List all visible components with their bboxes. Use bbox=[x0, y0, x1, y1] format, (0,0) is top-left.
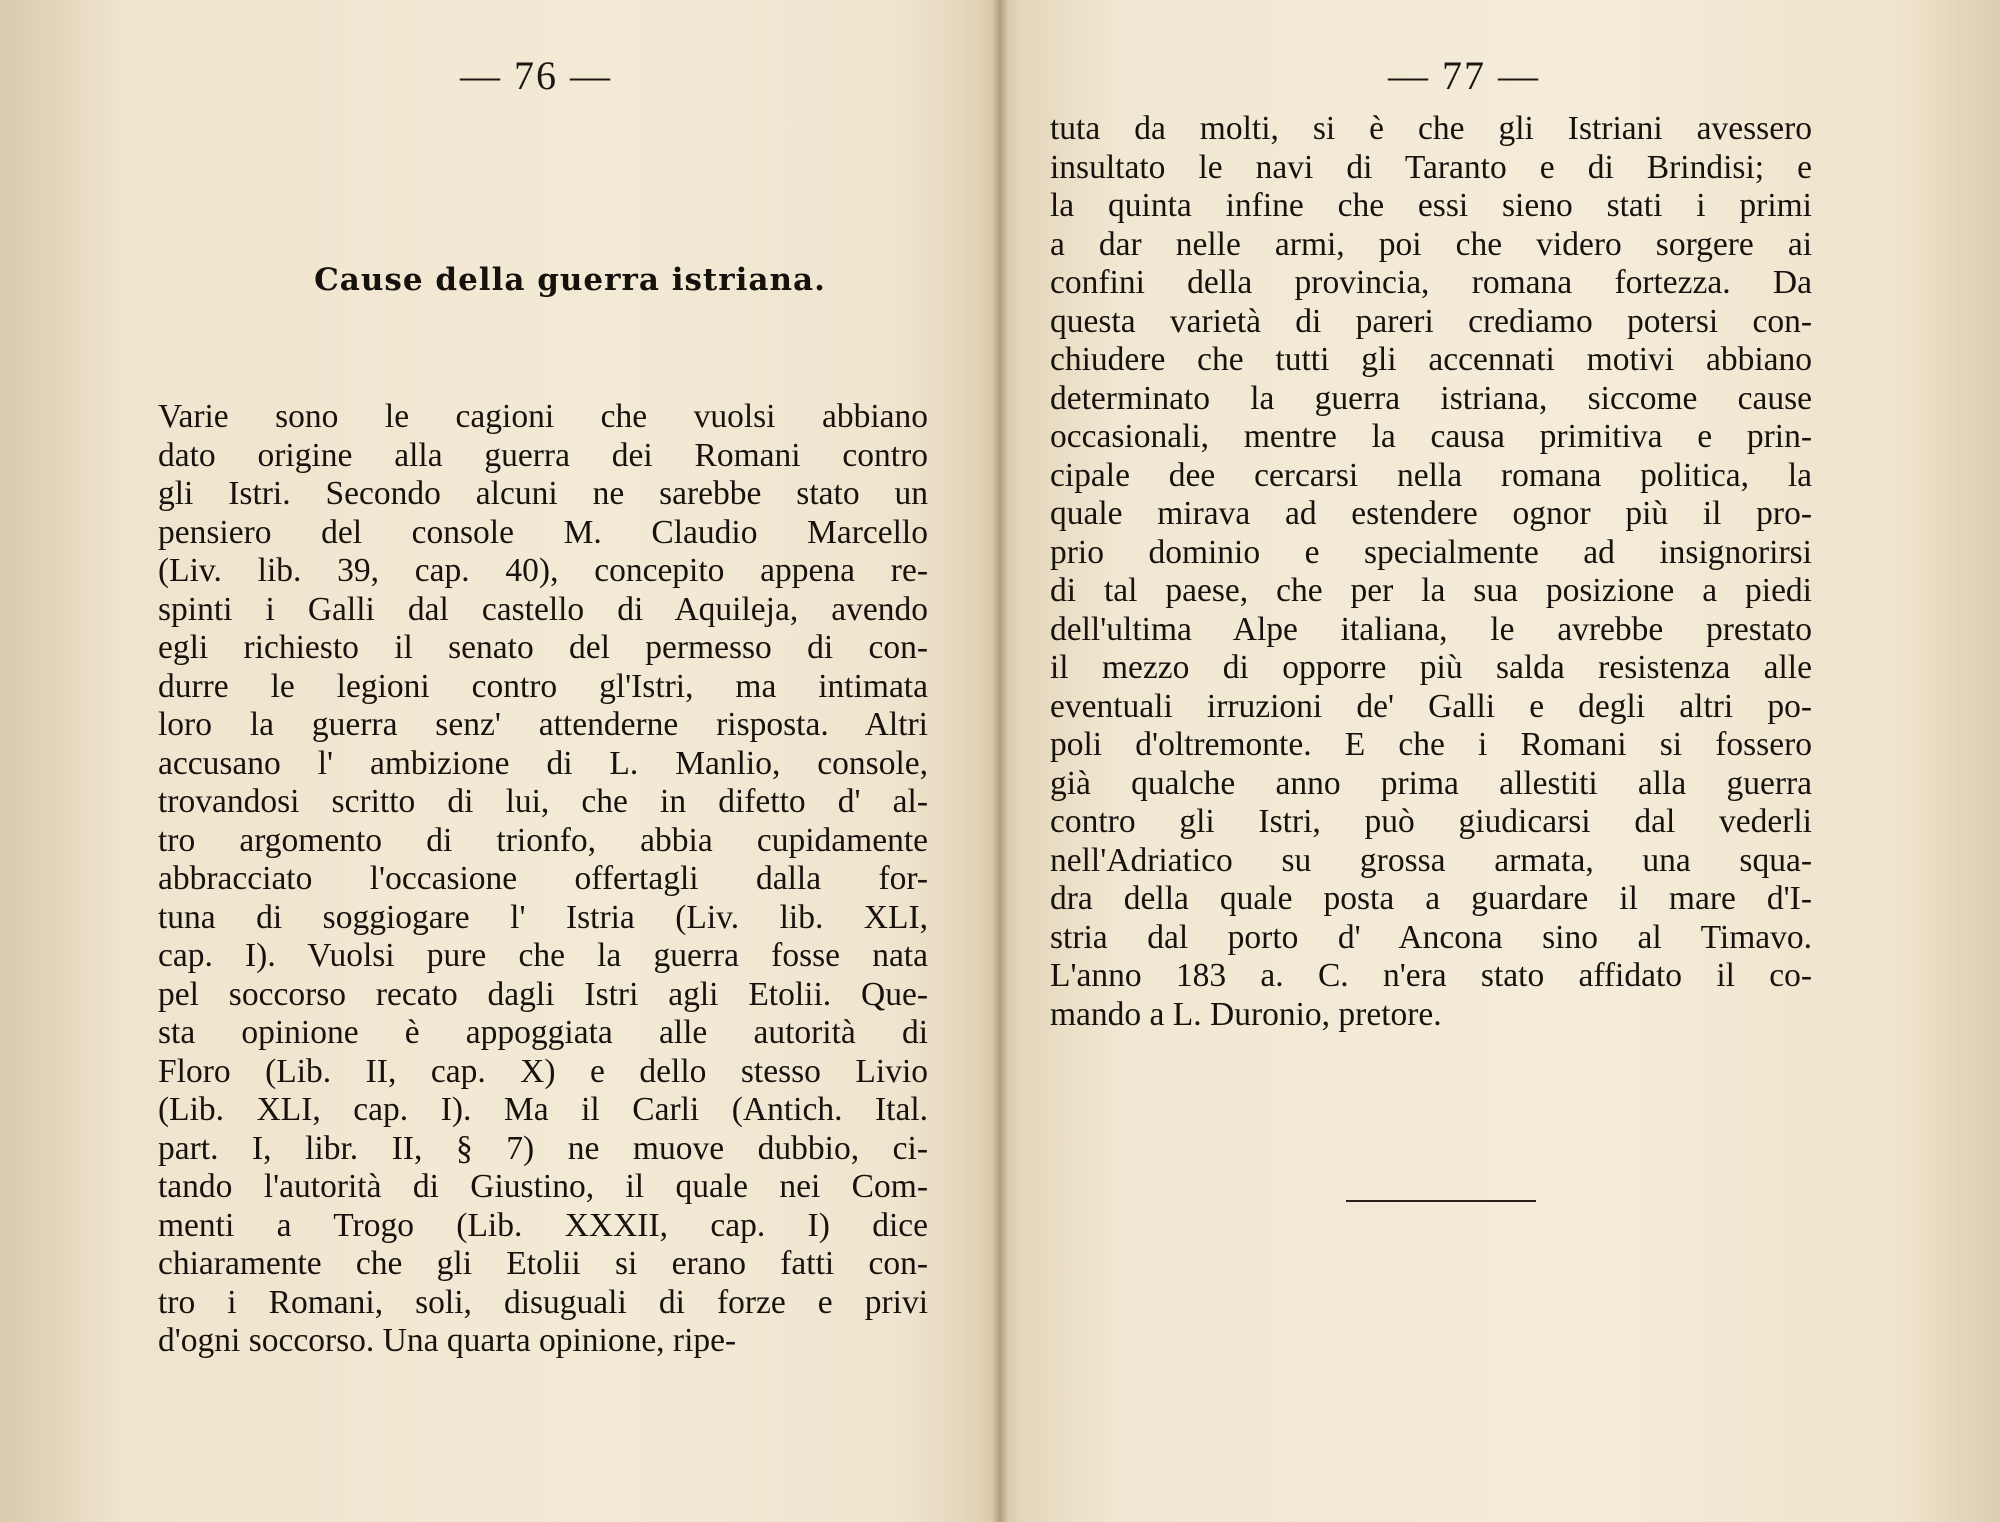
text-line: tando l'autorità di Giustino, il quale nei Com- bbox=[158, 1168, 928, 1205]
text-line: di tal paese, che per la sua posizione a piedi bbox=[1050, 572, 1812, 609]
text-line: (Liv. lib. 39, cap. 40), concepito appena re- bbox=[158, 552, 928, 589]
right-body-text bbox=[1050, 110, 1812, 1034]
text-line: L'anno 183 a. C. n'era stato affidato il co- bbox=[1050, 957, 1812, 994]
text-line: tro i Romani, soli, disuguali di forze e privi bbox=[158, 1283, 928, 1321]
text-line: menti a Trogo (Lib. XXXII, cap. I) dice bbox=[158, 1206, 928, 1244]
end-rule bbox=[1346, 1200, 1536, 1202]
text-line: insultato le navi di Taranto e di Brindisi; e bbox=[1050, 148, 1812, 186]
text-line: eventuali irruzioni de' Galli e degli altri po- bbox=[1050, 687, 1812, 725]
text-line: occasionali, mentre la causa primitiva e prin- bbox=[1050, 418, 1812, 455]
text-line: il mezzo di opporre più salda resistenza alle bbox=[1050, 649, 1812, 686]
text-line: sta opinione è appoggiata alle autorità di bbox=[158, 1014, 928, 1051]
text-line: abbracciato l'occasione offertagli dalla for- bbox=[158, 860, 928, 897]
text-line: tuna di soggiogare l' Istria (Liv. lib. XLI, bbox=[158, 898, 928, 936]
text-line: nell'Adriatico su grossa armata, una squa- bbox=[1050, 841, 1812, 879]
text-line: questa varietà di pareri crediamo potersi con- bbox=[1050, 302, 1812, 340]
text-line: prio dominio e specialmente ad insignorirsi bbox=[1050, 533, 1812, 571]
text-line: d'ogni soccorso. Una quarta opinione, ripe- bbox=[158, 1322, 737, 1359]
text-line: gli Istri. Secondo alcuni ne sarebbe stato un bbox=[158, 475, 928, 512]
text-line: mando a L. Duronio, pretore. bbox=[1050, 995, 1442, 1033]
text-line: contro gli Istri, può giudicarsi dal vederli bbox=[1050, 803, 1812, 840]
text-line: quale mirava ad estendere ognor più il pro- bbox=[1050, 495, 1812, 532]
text-line: stria dal porto d' Ancona sino al Timavo. bbox=[1050, 918, 1812, 956]
text-line: tuta da molti, si è che gli Istriani avessero bbox=[1050, 110, 1812, 147]
text-line: dato origine alla guerra dei Romani contro bbox=[158, 436, 928, 474]
section-heading: Cause della guerra istriana. bbox=[314, 262, 826, 298]
text-line: confini della provincia, romana fortezza. Da bbox=[1050, 264, 1812, 301]
text-line: determinato la guerra istriana, siccome cause bbox=[1050, 379, 1812, 417]
left-body-text bbox=[158, 398, 928, 1361]
text-line: egli richiesto il senato del permesso di con- bbox=[158, 629, 928, 666]
text-line: chiaramente che gli Etolii si erano fatti con- bbox=[158, 1245, 928, 1282]
right-page bbox=[1000, 0, 2000, 1522]
text-line: durre le legioni contro gl'Istri, ma intimata bbox=[158, 667, 928, 705]
text-line: a dar nelle armi, poi che videro sorgere ai bbox=[1050, 225, 1812, 263]
page-number-right: — 77 — bbox=[1388, 53, 1540, 98]
text-line: già qualche anno prima allestiti alla guerra bbox=[1050, 764, 1812, 802]
text-line: poli d'oltremonte. E che i Romani si fossero bbox=[1050, 726, 1812, 763]
text-line: tro argomento di trionfo, abbia cupidamente bbox=[158, 821, 928, 859]
text-line: spinti i Galli dal castello di Aquileja, avendo bbox=[158, 590, 928, 628]
text-line: pel soccorso recato dagli Istri agli Etolii. Que- bbox=[158, 975, 928, 1013]
text-line: dell'ultima Alpe italiana, le avrebbe prestato bbox=[1050, 610, 1812, 648]
text-line: Varie sono le cagioni che vuolsi abbiano bbox=[158, 398, 928, 435]
text-line: accusano l' ambizione di L. Manlio, console, bbox=[158, 744, 928, 782]
page-number-left: — 76 — bbox=[460, 53, 612, 98]
text-line: trovandosi scritto di lui, che in difetto d' al- bbox=[158, 783, 928, 820]
text-line: loro la guerra senz' attenderne risposta. Altri bbox=[158, 706, 928, 743]
text-line: la quinta infine che essi sieno stati i primi bbox=[1050, 187, 1812, 224]
text-line: pensiero del console M. Claudio Marcello bbox=[158, 513, 928, 551]
text-line: (Lib. XLI, cap. I). Ma il Carli (Antich. Ital. bbox=[158, 1091, 928, 1128]
text-line: part. I, libr. II, § 7) ne muove dubbio, ci- bbox=[158, 1129, 928, 1167]
text-line: cipale dee cercarsi nella romana politica, la bbox=[1050, 456, 1812, 494]
text-line: cap. I). Vuolsi pure che la guerra fosse nata bbox=[158, 937, 928, 974]
text-line: Floro (Lib. II, cap. X) e dello stesso Livio bbox=[158, 1052, 928, 1090]
text-line: chiudere che tutti gli accennati motivi abbiano bbox=[1050, 341, 1812, 378]
text-line: dra della quale posta a guardare il mare d'I- bbox=[1050, 880, 1812, 917]
left-page bbox=[0, 0, 996, 1522]
